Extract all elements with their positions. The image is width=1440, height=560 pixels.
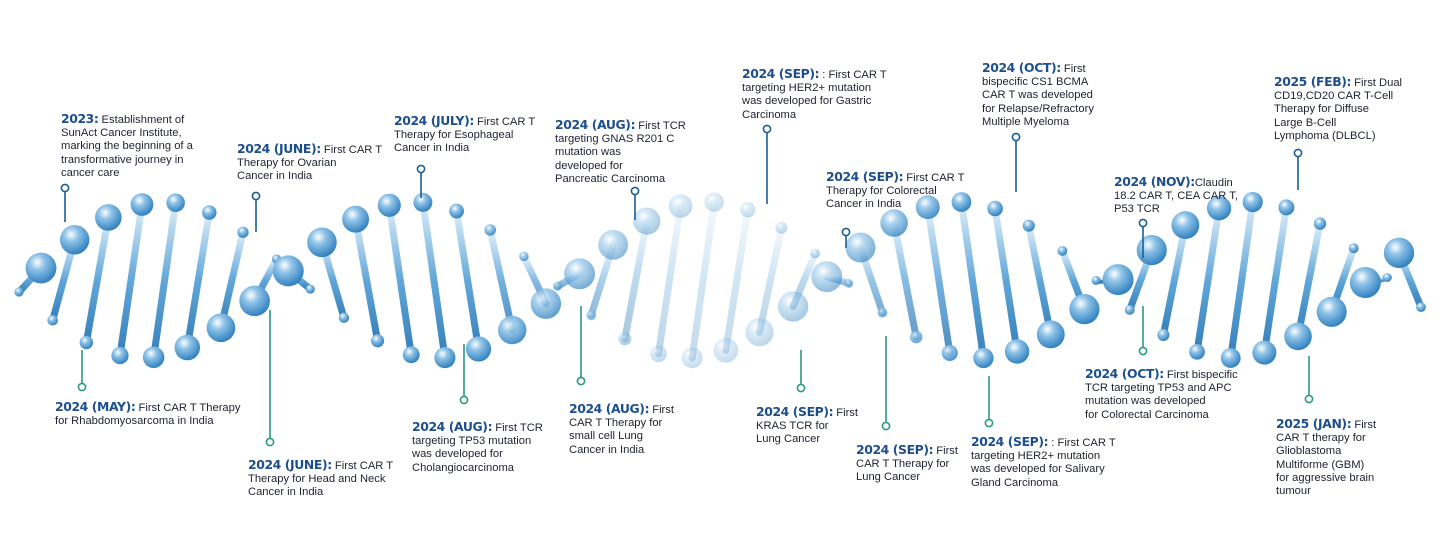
timeline-event-2024-oct-myeloma [982,61,1094,129]
helix-rung [154,203,176,358]
timeline-event-2024-sep-gastric [742,67,887,122]
event-label: 2024 (NOV): [1114,174,1195,189]
event-label: 2025 (JAN): [1276,416,1352,431]
helix-rung [625,221,647,339]
helix-sphere [973,348,993,368]
connector-dot [252,192,259,199]
helix-rung [423,202,445,357]
helix-sphere [564,258,595,289]
event-text: First TCR targeting GNAS R201 C mutation was developed for Pancreatic Carcinoma [555,120,686,185]
connector-dot [577,377,584,384]
event-text: : First CAR T targeting HER2+ mutation was developed for Gastric Carcinoma [742,69,887,121]
timeline-event-2024-june-head-neck [248,458,393,500]
helix-sphere [207,313,236,342]
connector-dot [1012,133,1019,140]
helix-sphere [1092,276,1101,285]
event-text: First KRAS TCR for Lung Cancer [756,407,859,446]
helix-sphere [466,336,491,361]
helix-sphere [1252,341,1276,365]
helix-rung [659,206,681,354]
helix-sphere [531,288,561,318]
helix-sphere [880,209,908,237]
helix-sphere [586,310,596,320]
helix-sphere [1350,267,1381,298]
helix-sphere [633,207,660,234]
helix-rung [1264,207,1286,352]
helix-sphere [1416,302,1426,312]
event-text: First CAR T Therapy for Head and Neck Cancer in India [248,460,394,499]
helix-rung [1029,226,1051,335]
helix-sphere [1284,323,1312,351]
event-text: First TCR targeting TP53 mutation was developed for Cholangiocarcinoma [412,422,543,474]
helix-sphere [1137,235,1167,265]
event-label: 2024 (OCT): [982,60,1061,75]
helix-sphere [740,202,755,217]
helix-sphere [131,193,154,216]
helix-sphere [987,201,1003,217]
helix-sphere [1243,192,1263,212]
connector-dot [1294,149,1301,156]
event-label: 2024 (JUNE): [237,141,321,156]
helix-sphere [1314,217,1326,229]
helix-sphere [434,347,455,368]
helix-sphere [1221,348,1241,368]
helix-sphere [598,230,628,260]
event-text: First CAR T Therapy for Lung Cancer [856,445,959,484]
helix-backbone-spheres [14,192,1425,368]
timeline-event-2024-aug-tp53 [412,420,543,475]
event-text: First CAR T Therapy for Rhabdomyosarcoma in India [55,402,241,428]
helix-sphere [1005,339,1029,363]
helix-sphere [1058,246,1068,256]
timeline-event-2024-sep-lung [856,443,958,485]
helix-sphere [339,313,349,323]
helix-rung [726,210,748,351]
helix-rung [759,228,781,332]
helix-sphere [143,347,164,368]
event-text: Establishment of SunAct Cancer Institute, marking the beginning of a transformative journey in cancer care [61,114,193,179]
event-label: 2024 (AUG): [555,117,636,132]
timeline-event-2024-july [394,114,535,156]
timeline-event-2024-aug-lung [569,402,674,457]
helix-sphere [95,204,122,231]
event-text: Claudin 18.2 CAR T, CEA CAR T, P53 TCR [1114,177,1238,216]
timeline-event-2025-jan [1276,417,1376,498]
helix-sphere [669,194,693,218]
helix-sphere [484,224,496,236]
connector-dot [1139,219,1146,226]
helix-rung [995,209,1017,352]
connector-dot [882,422,889,429]
helix-sphere [413,193,432,212]
event-text: First bispecific TCR targeting TP53 and APC mutation was developed for Colorectal Carcinoma [1085,369,1238,421]
helix-sphere [80,336,93,349]
event-label: 2024 (SEP): [756,404,834,419]
helix-sphere [175,335,201,361]
timeline-event-2024-may [55,400,240,428]
helix-sphere [111,347,128,364]
event-text: First CAR T Therapy for Colorectal Cancer in India [826,172,965,211]
helix-sphere [705,192,724,211]
helix-sphere [166,193,185,212]
helix-sphere [306,285,315,294]
helix-rung [961,202,983,358]
connector-dot [1305,395,1312,402]
helix-sphere [498,316,526,344]
helix-sphere [1384,238,1414,268]
connector-dot [460,396,467,403]
helix-rung [692,202,714,358]
event-label: 2023: [61,111,99,126]
helix-sphere [273,255,304,286]
helix-sphere [403,346,420,363]
helix-sphere [202,205,216,219]
helix-sphere [1023,220,1035,232]
helix-rung [120,204,142,355]
helix-sphere [845,232,875,262]
timeline-event-2025-feb [1274,75,1402,143]
helix-sphere [1157,329,1169,341]
event-label: 2024 (SEP): [742,66,820,81]
event-text: First Dual CD19,CD20 CAR T-Cell Therapy for Diffuse Large B-Cell Lymphoma (DLBCL) [1274,77,1403,142]
timeline-event-2024-aug-gnas [555,118,686,186]
timeline-event-2024-nov [1114,175,1238,217]
helix-sphere [713,338,738,363]
connector-dot [417,165,424,172]
helix-sphere [618,333,631,346]
connector-dot [266,438,273,445]
event-label: 2024 (MAY): [55,399,136,414]
helix-sphere [942,345,958,361]
helix-sphere [1125,305,1135,315]
helix-sphere [371,334,384,347]
connector-dot [985,419,992,426]
event-label: 2025 (FEB): [1274,74,1352,89]
helix-sphere [682,348,703,369]
timeline-event-2024-sep-salivary [971,435,1116,490]
helix-rung [457,211,479,349]
helix-sphere [1069,294,1099,324]
helix-rung [221,232,243,328]
helix-sphere [26,253,57,284]
helix-sphere [778,291,808,321]
helix-rung [1163,225,1185,335]
helix-rung [928,207,950,353]
timeline-event-2023 [61,112,193,180]
event-text: First CAR T Therapy for Ovarian Cancer in India [237,144,383,183]
helix-sphere [1278,199,1294,215]
timeline-event-2024-june-ovarian [237,142,382,184]
helix-rung [1231,202,1253,358]
helix-sphere [449,204,464,219]
timeline-event-2024-oct-colorectal [1085,367,1238,422]
event-label: 2024 (SEP): [856,442,934,457]
helix-sphere [745,318,773,346]
connector-dot [78,383,85,390]
event-label: 2024 (JUNE): [248,457,332,472]
helix-sphere [650,346,666,362]
helix-sphere [14,287,23,296]
event-text: : First CAR T targeting HER2+ mutation was developed for Salivary Gland Carcinoma [971,437,1116,489]
event-text: First CAR T Therapy for small cell Lung Cancer in India [569,404,674,456]
event-label: 2024 (SEP): [826,169,904,184]
helix-sphere [1383,273,1392,282]
helix-sphere [342,206,369,233]
helix-rung [389,205,411,355]
event-label: 2024 (AUG): [569,401,650,416]
connector-dot [61,184,68,191]
helix-sphere [237,227,248,238]
helix-rung [894,223,916,337]
helix-sphere [877,308,887,318]
connector-dot [797,384,804,391]
helix-rung [86,217,108,342]
timeline-event-2024-sep-kras [756,405,858,447]
event-label: 2024 (AUG): [412,419,493,434]
helix-rung [187,212,209,347]
helix-sphere [811,261,842,292]
event-text: First CAR T Therapy for Esophageal Cancer in India [394,116,536,155]
connector-dot [1139,347,1146,354]
timeline-event-2024-sep-colorectal [826,170,964,212]
helix-sphere [47,315,58,326]
connector-dot [631,187,638,194]
event-label: 2024 (JULY): [394,113,474,128]
helix-sphere [553,282,562,291]
helix-rung [1298,224,1320,337]
helix-sphere [776,222,788,234]
helix-sphere [60,225,89,254]
helix-sphere [1103,264,1134,295]
helix-sphere [1317,297,1347,327]
connector-dot [763,125,770,132]
helix-sphere [1189,344,1205,360]
helix-rung [356,219,378,341]
helix-sphere [910,331,922,343]
connector-dot [842,228,849,235]
event-label: 2024 (SEP): [971,434,1049,449]
helix-sphere [378,194,401,217]
helix-sphere [1349,243,1359,253]
helix-sphere [307,227,337,257]
event-text: First CAR T therapy for Glioblastoma Multiforme (GBM) for aggressive brain tumour [1276,419,1377,498]
event-text: First bispecific CS1 BCMA CAR T was developed for Relapse/Refractory Multiple Myeloma [982,63,1094,128]
helix-sphere [1037,320,1065,348]
helix-sphere [239,286,270,317]
helix-rung [490,230,512,330]
helix-sphere [810,249,820,259]
helix-rung [1197,208,1219,352]
helix-sphere [519,252,529,262]
event-label: 2024 (OCT): [1085,366,1164,381]
helix-sphere [844,279,853,288]
